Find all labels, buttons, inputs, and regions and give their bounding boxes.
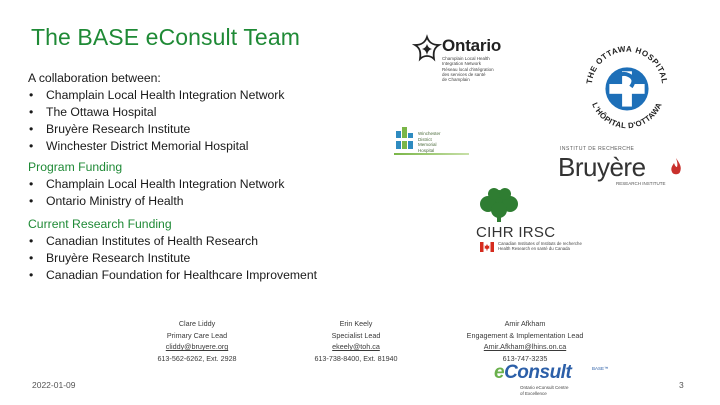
econsult-name: eConsult: [494, 362, 572, 383]
bruyere-name: Bruyère: [558, 152, 646, 182]
list-item: • Winchester District Memorial Hospital: [29, 139, 249, 153]
bruyere-logo: [556, 146, 686, 188]
winchester-underline: [394, 153, 469, 155]
canada-flag-icon: [480, 242, 494, 252]
contact-email-link[interactable]: Amir.Afkham@lhins.on.ca: [483, 342, 567, 351]
cihr-tree-icon: [474, 186, 524, 224]
svg-text:THE OTTAWA HOSPITAL: THE OTTAWA HOSPITAL: [584, 44, 670, 85]
contact-role: Primary Care Lead: [166, 330, 228, 340]
contact-phone: 613-747-3235: [502, 353, 548, 363]
program-funding-list: [28, 176, 284, 210]
bruyere-subtitle: RESEARCH INSTITUTE: [616, 181, 666, 186]
winchester-text: Winchester District Memorial Hospital: [418, 131, 441, 153]
list-item: • Bruyère Research Institute: [29, 251, 191, 265]
svg-text:L'HÔPITAL D'OTTAWA: L'HÔPITAL D'OTTAWA: [590, 101, 664, 131]
ottawa-hospital-emblem-icon: [578, 36, 676, 134]
econsult-subtitle: Ontario eConsult Centre of Excellence: [520, 385, 569, 396]
contact-name: Amir Afkham: [504, 319, 546, 328]
contact-phone: 613-738-8400, Ext. 81940: [314, 353, 398, 363]
list-item: • Ontario Ministry of Health: [29, 194, 184, 208]
ontario-trillium-icon: [412, 34, 442, 64]
list-item: • Canadian Institutes of Health Research: [29, 234, 259, 248]
winchester-hospital-logo: [394, 127, 474, 157]
cihr-subtitle: Canadian Institutes of Instituts de recherche Health Research en santé du Canada: [498, 241, 582, 252]
contact-name: Clare Liddy: [178, 319, 216, 328]
page-number: 3: [679, 380, 684, 390]
contact-card: [296, 318, 416, 364]
collaboration-section: [28, 70, 284, 155]
cihr-name: CIHR IRSC: [476, 224, 556, 241]
winchester-emblem-icon: [394, 127, 416, 153]
collaboration-heading: A collaboration between:: [28, 71, 161, 85]
ontario-subtitle: Champlain Local Health Integration Network Réseau local d'intégration des services de santé de Champlain: [442, 56, 494, 83]
slide-title: The BASE eConsult Team: [31, 24, 300, 50]
ontario-logo: [412, 32, 532, 94]
contact-card: [134, 318, 260, 364]
program-funding-section: [28, 159, 284, 210]
collaboration-list: [28, 87, 284, 155]
list-item: • Canadian Foundation for Healthcare Improvement: [29, 268, 317, 282]
contact-role: Engagement & Implementation Lead: [466, 330, 584, 340]
research-funding-section: [28, 216, 317, 284]
list-item: • Champlain Local Health Integration Network: [29, 88, 285, 102]
program-funding-heading: Program Funding: [28, 160, 123, 174]
list-item: • The Ottawa Hospital: [29, 105, 157, 119]
list-item: • Champlain Local Health Integration Network: [29, 177, 285, 191]
contact-email-link[interactable]: cliddy@bruyere.org: [165, 342, 229, 351]
econsult-base-mark: BASE™: [592, 366, 609, 371]
bruyere-flame-icon: [670, 158, 682, 176]
contact-name: Erin Keely: [339, 319, 373, 328]
contact-phone: 613-562-6262, Ext. 2928: [157, 353, 237, 363]
contact-card: [452, 318, 598, 364]
list-item: • Bruyère Research Institute: [29, 122, 191, 136]
ottawa-hospital-logo: [578, 36, 676, 134]
econsult-logo: [492, 360, 609, 396]
research-funding-heading: Current Research Funding: [28, 217, 172, 231]
footer-date: 2022-01-09: [32, 380, 76, 390]
contact-role: Specialist Lead: [331, 330, 381, 340]
cihr-logo: [440, 186, 590, 254]
contact-email-link[interactable]: ekeely@toh.ca: [332, 342, 380, 351]
bruyere-top-text: INSTITUT DE RECHERCHE: [560, 146, 635, 152]
research-funding-list: [28, 233, 317, 284]
ontario-brand: Ontario: [442, 36, 502, 55]
